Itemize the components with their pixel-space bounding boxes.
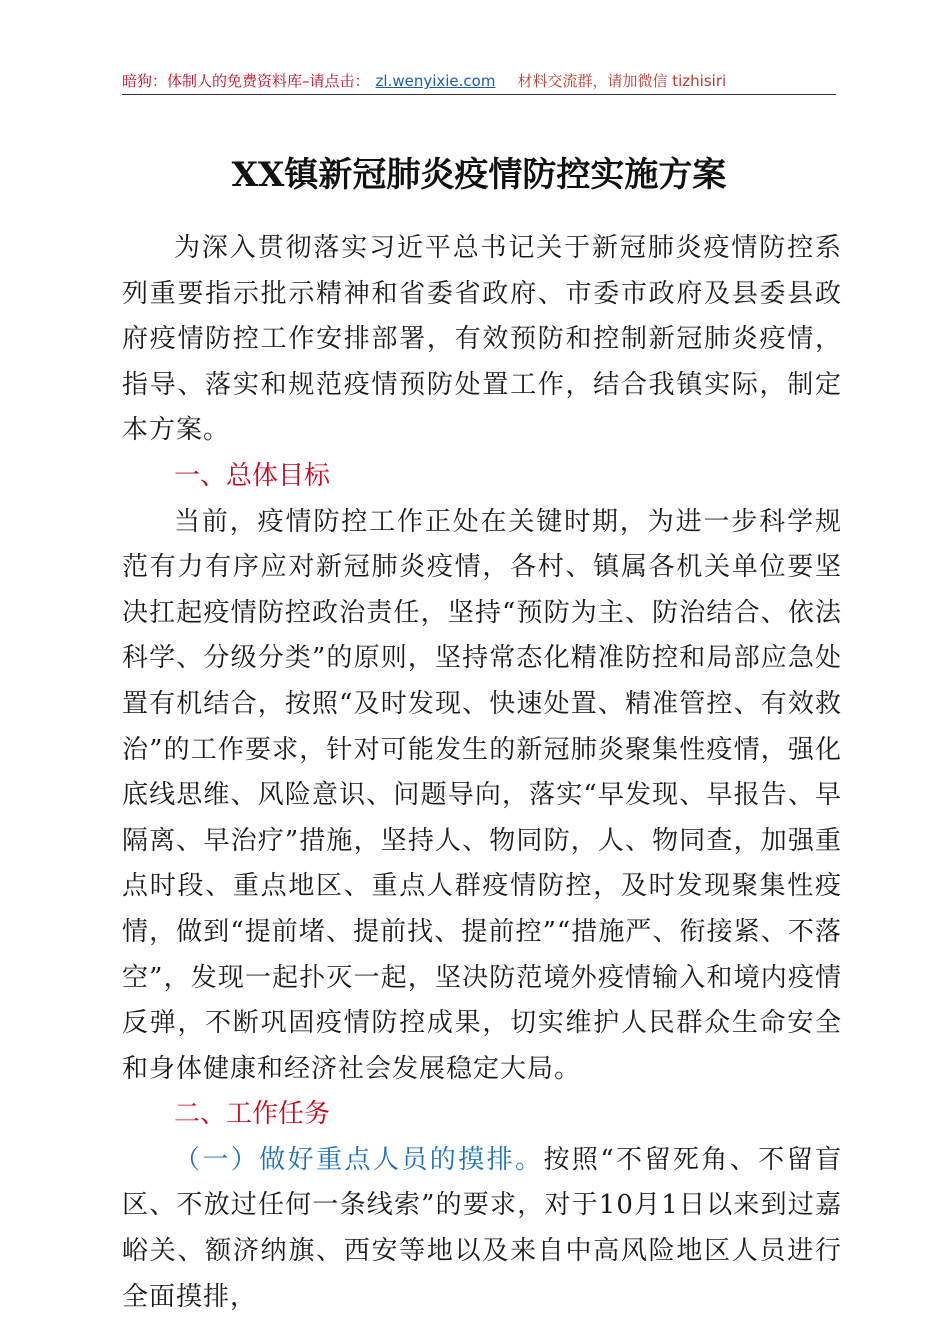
header-divider <box>122 94 836 95</box>
section-heading-overall-goals: 一、总体目标 <box>174 460 331 491</box>
header-promo-text: 暗狗：体制人的免费资料库 <box>122 72 303 90</box>
document-title: XX镇新冠肺炎疫情防控实施方案 <box>231 155 727 195</box>
section-heading-work-tasks: 二、工作任务 <box>174 1099 331 1130</box>
header-link-prefix: –请点击： <box>302 72 370 90</box>
header-link[interactable]: zl.wenyixie.com <box>375 72 496 90</box>
page-header <box>122 68 836 94</box>
subsection-heading-key-personnel: （一）做好重点人员的摸排。 <box>174 1144 544 1175</box>
header-contact-text: 材料交流群，请加微信 tizhisiri <box>517 72 727 90</box>
section-paragraph-overall-goals: 当前，疫情防控工作正处在关键时期，为进一步科学规范有力有序应对新冠肺炎疫情，各村、镇属各机关单位要坚决扛起疫情防控政治责任，坚持“预防为主、防治结合、依法科学、分级分类”的原则，坚持常态化精准防控和局部应急处置有机结合，按照“及时发现、快速处置、精准管控、有效救治”的工作要求，针对可能发生的新冠肺炎聚集性疫情，强化底线思维、风险意识、问题导向，落实“早发现、早报告、早隔离、早治疗”措施，坚持人、物同防，人、物同查，加强重点时段、重点地区、重点人群疫情防控，及时发现聚集性疫情，做到“提前堵、提前找、提前控”“措施严、衔接紧、不落空”，发现一起扑灭一起，坚决防范境外疫情输入和境内疫情反弹，不断巩固疫情防控成果，切实维护人民群众生命安全和身体健康和经济社会发展稳定大局。 <box>122 506 842 1084</box>
subsection-paragraph-key-personnel <box>122 1138 842 1320</box>
document-body <box>122 226 842 1320</box>
subsection-text-key-personnel: 按照“不留死角、不留盲区、不放过任何一条线索”的要求，对于10月1日以来到过嘉峪关、额济纳旗、西安等地以及来自中高风险地区人员进行全面摸排， <box>122 1144 842 1312</box>
intro-paragraph: 为深入贯彻落实习近平总书记关于新冠肺炎疫情防控系列重要指示批示精神和省委省政府、市委市政府及县委县政府疫情防控工作安排部署，有效预防和控制新冠肺炎疫情，指导、落实和规范疫情预防处置工作，结合我镇实际，制定本方案。 <box>122 233 842 446</box>
